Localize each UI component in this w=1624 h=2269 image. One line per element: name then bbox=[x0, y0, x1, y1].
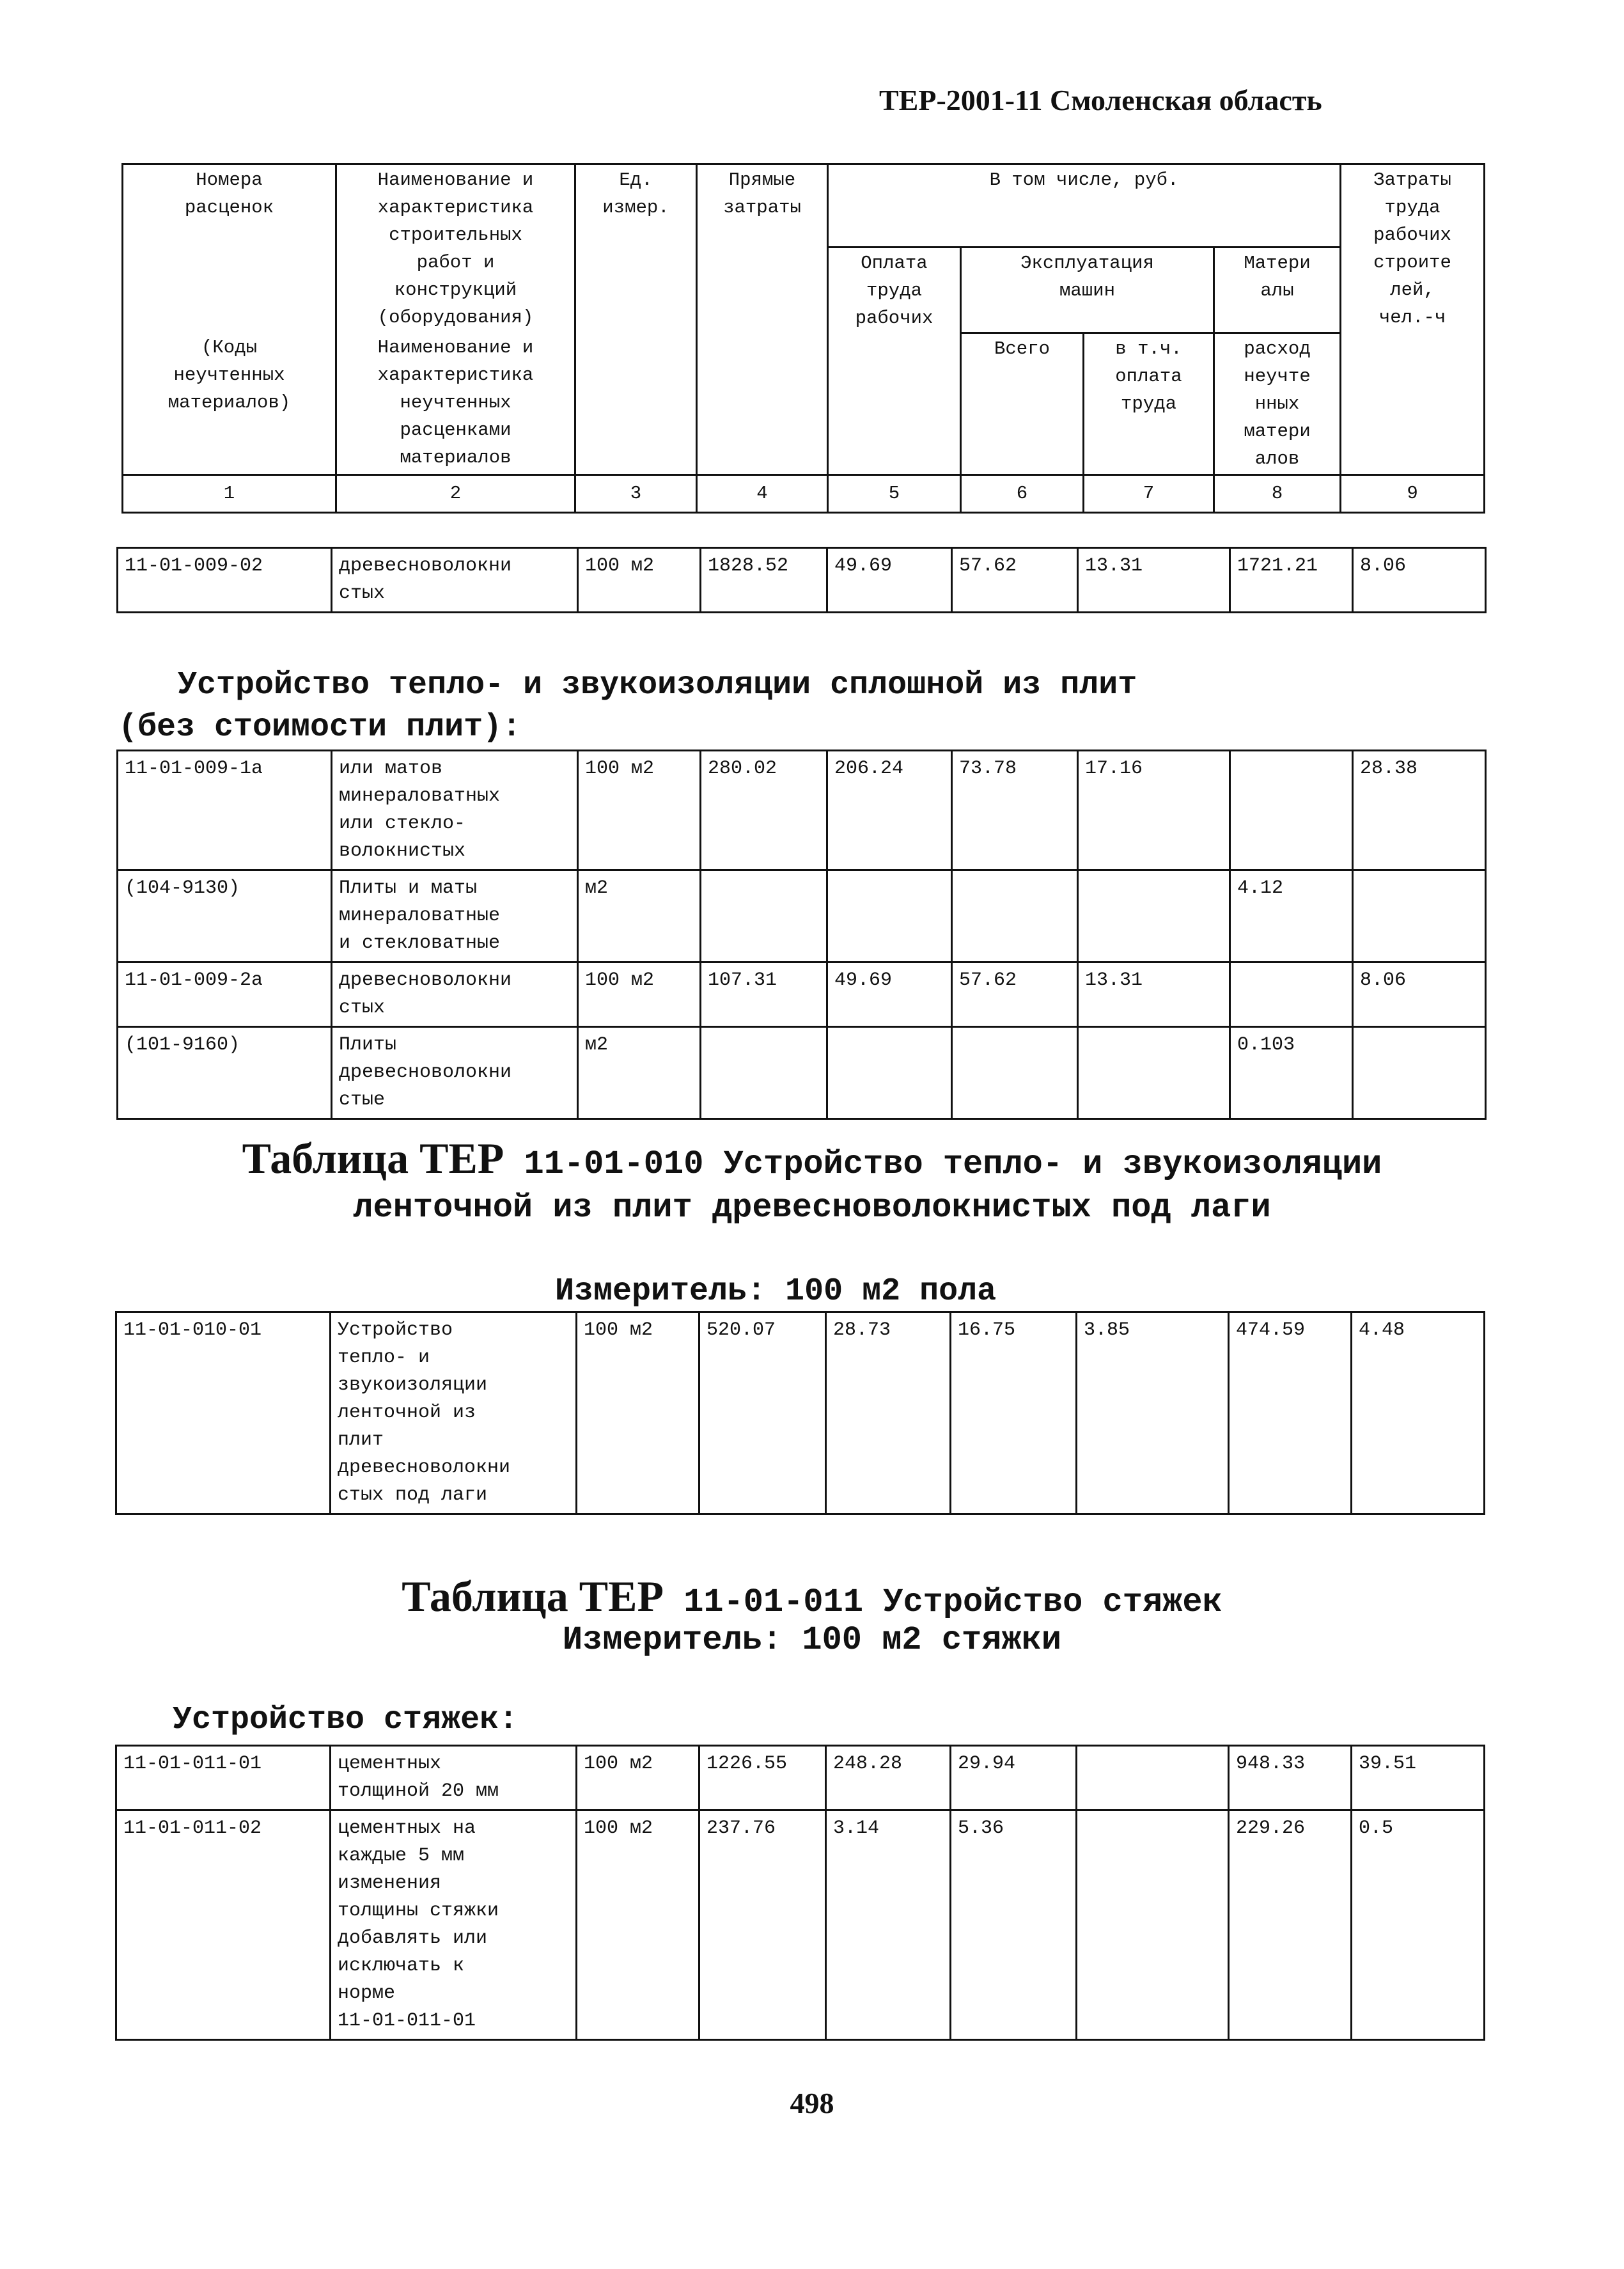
cell-wages: 49.69 bbox=[827, 962, 952, 1027]
page-header-title: ТЕР-2001-11 Смоленская область bbox=[879, 84, 1322, 116]
cell-name: цементных толщиной 20 мм bbox=[331, 1746, 577, 1810]
table-010-measure: Измеритель: 100 м2 пола bbox=[555, 1273, 997, 1310]
page-number: 498 bbox=[790, 2087, 834, 2119]
cell-name: древесноволокни стых bbox=[332, 962, 578, 1027]
price-table-010 bbox=[115, 1311, 1485, 1515]
cell-labor: 0.5 bbox=[1352, 1810, 1485, 2040]
table-row bbox=[116, 1312, 1485, 1514]
table-011-measure: Измеритель: 100 м2 стяжки bbox=[562, 1621, 1062, 1659]
cell-labor: 28.38 bbox=[1353, 751, 1486, 870]
cell-machines-wages bbox=[1078, 870, 1230, 962]
table-010-title-prefix: Таблица ТЕР bbox=[242, 1134, 504, 1182]
cell-wages: 28.73 bbox=[826, 1312, 951, 1514]
cell-name: Плиты древесноволокни стые bbox=[332, 1027, 578, 1119]
cell-materials: 1721.21 bbox=[1230, 548, 1353, 613]
cell-code: (101-9160) bbox=[118, 1027, 332, 1119]
cell-code: 11-01-010-01 bbox=[116, 1312, 331, 1514]
price-table-section1 bbox=[116, 750, 1487, 1120]
cell-materials: 474.59 bbox=[1229, 1312, 1352, 1514]
cell-machines-total bbox=[952, 870, 1078, 962]
cell-unit: м2 bbox=[578, 870, 701, 962]
cell-machines-wages: 13.31 bbox=[1078, 962, 1230, 1027]
table-010-title-text: 11-01-010 Устройство тепло- и звукоизоляции bbox=[504, 1145, 1382, 1183]
column-number: 8 bbox=[1214, 475, 1341, 512]
header-machines-total: Всего bbox=[961, 333, 1084, 475]
cell-materials: 0.103 bbox=[1230, 1027, 1353, 1119]
column-number: 5 bbox=[828, 475, 961, 512]
table-011-section-title: Устройство стяжек: bbox=[173, 1702, 519, 1738]
column-number: 1 bbox=[123, 475, 336, 512]
cell-machines-total: 57.62 bbox=[952, 548, 1078, 613]
cell-machines-total: 57.62 bbox=[952, 962, 1078, 1027]
column-number: 9 bbox=[1341, 475, 1485, 512]
cell-machines-wages: 13.31 bbox=[1078, 548, 1230, 613]
header-unit: Ед. измер. bbox=[575, 164, 697, 475]
header-including: В том числе, руб. bbox=[828, 164, 1341, 247]
cell-direct: 1226.55 bbox=[699, 1746, 826, 1810]
cell-machines-wages bbox=[1077, 1810, 1229, 2040]
table-011-title-prefix: Таблица ТЕР bbox=[402, 1572, 664, 1621]
cell-machines-wages: 17.16 bbox=[1078, 751, 1230, 870]
cell-unit: 100 м2 bbox=[578, 962, 701, 1027]
cell-name: Плиты и маты минераловатные и стекловатные bbox=[332, 870, 578, 962]
cell-labor: 8.06 bbox=[1353, 548, 1486, 613]
section-title: Устройство тепло- и звукоизоляции сплошной из плит bbox=[178, 667, 1137, 703]
cell-unit: 100 м2 bbox=[577, 1312, 699, 1514]
header-direct-costs: Прямые затраты bbox=[697, 164, 828, 475]
cell-machines-total: 16.75 bbox=[951, 1312, 1077, 1514]
cell-name: древесноволокни стых bbox=[332, 548, 578, 613]
cell-labor: 4.48 bbox=[1352, 1312, 1485, 1514]
cell-machines-total: 73.78 bbox=[952, 751, 1078, 870]
cell-name: Устройство тепло- и звукоизоляции ленточной из плит древесноволокни стых под лаги bbox=[331, 1312, 577, 1514]
cell-unit: 100 м2 bbox=[578, 751, 701, 870]
cell-labor: 39.51 bbox=[1352, 1746, 1485, 1810]
header-name: Наименование и характеристика строительных работ и конструкций (оборудования) bbox=[336, 164, 575, 333]
header-code-sub: (Коды неучтенных материалов) bbox=[123, 333, 336, 475]
cell-direct: 520.07 bbox=[699, 1312, 826, 1514]
cell-labor bbox=[1353, 870, 1486, 962]
cell-direct: 1828.52 bbox=[701, 548, 827, 613]
cell-name: или матов минераловатных или стекло- волокнистых bbox=[332, 751, 578, 870]
cell-machines-wages bbox=[1078, 1027, 1230, 1119]
cell-code: 11-01-011-01 bbox=[116, 1746, 331, 1810]
price-table-top bbox=[116, 547, 1487, 613]
cell-wages bbox=[827, 1027, 952, 1119]
cell-code: (104-9130) bbox=[118, 870, 332, 962]
cell-labor: 8.06 bbox=[1353, 962, 1486, 1027]
header-labor-cost: Затраты труда рабочих строите лей, чел.-ч bbox=[1341, 164, 1485, 475]
cell-machines-total: 29.94 bbox=[951, 1746, 1077, 1810]
header-machines: Эксплуатация машин bbox=[961, 247, 1214, 333]
cell-code: 11-01-009-2а bbox=[118, 962, 332, 1027]
header-wages: Оплата труда рабочих bbox=[828, 247, 961, 475]
cell-direct: 107.31 bbox=[701, 962, 827, 1027]
cell-wages: 49.69 bbox=[827, 548, 952, 613]
section-title-continued: (без стоимости плит): bbox=[118, 709, 522, 746]
cell-wages: 248.28 bbox=[826, 1746, 951, 1810]
cell-unit: 100 м2 bbox=[577, 1746, 699, 1810]
table-row bbox=[118, 962, 1486, 1027]
cell-direct: 280.02 bbox=[701, 751, 827, 870]
column-number: 2 bbox=[336, 475, 575, 512]
header-name-sub: Наименование и характеристика неучтенных расценками материалов bbox=[336, 333, 575, 475]
table-row bbox=[118, 548, 1486, 613]
cell-wages bbox=[827, 870, 952, 962]
cell-unit: 100 м2 bbox=[577, 1810, 699, 2040]
table-010-title bbox=[0, 1134, 1624, 1186]
cell-labor bbox=[1353, 1027, 1486, 1119]
cell-materials bbox=[1230, 751, 1353, 870]
table-011-title-text: 11-01-011 Устройство стяжек bbox=[663, 1583, 1222, 1621]
column-header-table bbox=[121, 163, 1485, 514]
table-row bbox=[118, 870, 1486, 962]
cell-materials bbox=[1230, 962, 1353, 1027]
header-materials-unaccounted: расход неучте нных матери алов bbox=[1214, 333, 1341, 475]
cell-materials: 4.12 bbox=[1230, 870, 1353, 962]
cell-materials: 948.33 bbox=[1229, 1746, 1352, 1810]
table-row bbox=[118, 751, 1486, 870]
header-code: Номера расценок bbox=[123, 164, 336, 333]
cell-code: 11-01-009-1а bbox=[118, 751, 332, 870]
cell-code: 11-01-009-02 bbox=[118, 548, 332, 613]
table-row bbox=[118, 1027, 1486, 1119]
cell-machines-total bbox=[952, 1027, 1078, 1119]
cell-wages: 3.14 bbox=[826, 1810, 951, 2040]
cell-direct bbox=[701, 870, 827, 962]
cell-machines-wages: 3.85 bbox=[1077, 1312, 1229, 1514]
table-row bbox=[116, 1746, 1485, 1810]
table-010-subtitle: ленточной из плит древесноволокнистых под лаги bbox=[353, 1189, 1271, 1227]
header-materials: Матери алы bbox=[1214, 247, 1341, 333]
cell-machines-wages bbox=[1077, 1746, 1229, 1810]
cell-code: 11-01-011-02 bbox=[116, 1810, 331, 2040]
cell-direct bbox=[701, 1027, 827, 1119]
price-table-011 bbox=[115, 1745, 1485, 2041]
column-number: 4 bbox=[697, 475, 828, 512]
cell-direct: 237.76 bbox=[699, 1810, 826, 2040]
column-number: 7 bbox=[1084, 475, 1214, 512]
column-number: 6 bbox=[961, 475, 1084, 512]
cell-unit: м2 bbox=[578, 1027, 701, 1119]
header-machines-wages: в т.ч. оплата труда bbox=[1084, 333, 1214, 475]
cell-name: цементных на каждые 5 мм изменения толщины стяжки добавлять или исключать к норме 11-01-011-01 bbox=[331, 1810, 577, 2040]
table-011-title bbox=[0, 1572, 1624, 1624]
cell-materials: 229.26 bbox=[1229, 1810, 1352, 2040]
cell-wages: 206.24 bbox=[827, 751, 952, 870]
cell-unit: 100 м2 bbox=[578, 548, 701, 613]
column-number: 3 bbox=[575, 475, 697, 512]
table-row bbox=[116, 1810, 1485, 2040]
cell-machines-total: 5.36 bbox=[951, 1810, 1077, 2040]
